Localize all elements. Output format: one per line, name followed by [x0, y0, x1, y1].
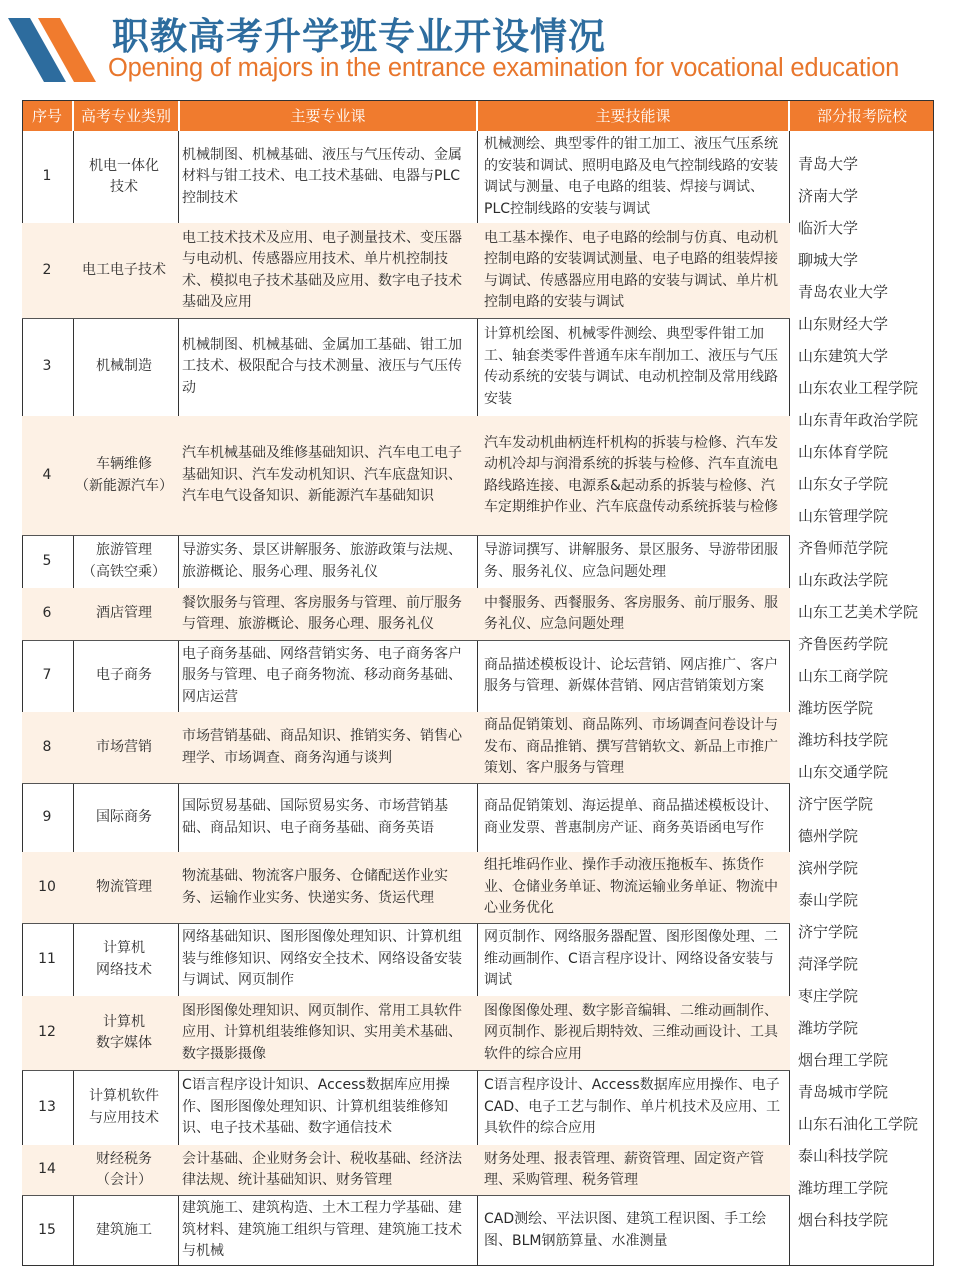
table-row: [22, 996, 790, 1070]
row-number: 3: [42, 358, 52, 375]
main-courses: 国际贸易基础、国际贸易实务、市场营销基础、商品知识、电子商务基础、商务英语: [182, 798, 448, 836]
row-number: 4: [42, 466, 52, 483]
school-item: 济南大学: [798, 187, 859, 205]
table-row: [22, 923, 790, 996]
category-line: （会计）: [96, 1172, 152, 1188]
category-line: 计算机: [103, 940, 145, 956]
main-skills: 计算机绘图、机械零件测绘、典型零件钳工加工、轴套类零件普通车床车削加工、液压与气压传动系统的安装与调试、电动机控制及常用线路安装: [484, 326, 778, 407]
main-skills: 中餐服务、西餐服务、客房服务、前厅服务、服务礼仪、应急问题处理: [484, 594, 778, 632]
header: [0, 0, 956, 90]
col-header-skills: 主要技能课: [478, 100, 788, 131]
category-line: （新能源汽车）: [75, 477, 173, 494]
major-category: [74, 712, 174, 783]
majors-table: [22, 100, 934, 1266]
main-skills: 商品描述模板设计、论坛营销、网店推广、客户服务与管理、新媒体营销、网店营销策划方案: [484, 656, 778, 694]
table-row: [22, 1145, 790, 1195]
school-item: 山东政法学院: [798, 571, 889, 589]
school-item: 菏泽学院: [798, 955, 859, 973]
school-item: 山东体育学院: [798, 443, 889, 461]
main-skills: 商品促销策划、海运提单、商品描述模板设计、商业发票、普惠制房产证、商务英语函电写作: [484, 798, 778, 836]
school-item: 青岛城市学院: [798, 1083, 889, 1101]
school-item: 山东管理学院: [798, 507, 889, 525]
category-line: 旅游管理: [96, 542, 152, 558]
main-skills: 机械测绘、典型零件的钳工加工、液压气压系统的安装和调试、照明电路及电气控制线路的安装调试与测量、电子电路的组装、焊接与调试、PLC控制线路的安装与调试: [484, 136, 778, 217]
row-number: 10: [38, 878, 56, 895]
col-header-courses: 主要专业课: [180, 100, 476, 131]
school-item: 山东青年政治学院: [798, 411, 919, 429]
row-number: 15: [38, 1221, 56, 1238]
major-category: [74, 996, 174, 1070]
school-item: 山东女子学院: [798, 475, 889, 493]
category-line: 车辆维修: [96, 456, 152, 472]
school-item: 潍坊理工学院: [798, 1179, 889, 1197]
major-category: [74, 1145, 174, 1195]
category-line: 建筑施工: [96, 1221, 152, 1238]
major-category: [74, 416, 174, 535]
main-courses: 图形图像处理知识、网页制作、常用工具软件应用、计算机组装维修知识、实用美术基础、数字摄影摄像: [182, 1002, 462, 1062]
school-item: 齐鲁师范学院: [798, 539, 889, 557]
logo-icon: [8, 10, 100, 82]
page-subtitle: Opening of majors in the entrance examination for vocational education: [108, 54, 900, 82]
major-category: [74, 1070, 174, 1145]
col-header-no: 序号: [22, 100, 72, 131]
school-item: 聊城大学: [798, 251, 859, 269]
school-item: 泰山学院: [798, 891, 859, 909]
major-category: [74, 783, 174, 852]
table-row: [22, 1195, 790, 1266]
category-line: 电工电子技术: [82, 261, 166, 278]
school-item: 山东石油化工学院: [798, 1115, 919, 1133]
school-item: 烟台科技学院: [798, 1211, 889, 1229]
school-item: 青岛农业大学: [798, 283, 889, 301]
school-item: 山东交通学院: [798, 763, 889, 781]
school-item: 山东农业工程学院: [798, 379, 919, 397]
main-courses: 导游实务、景区讲解服务、旅游政策与法规、旅游概论、服务心理、服务礼仪: [182, 542, 462, 580]
table-row: [22, 535, 790, 588]
school-item: 山东建筑大学: [798, 347, 889, 365]
main-skills: 网页制作、网络服务器配置、图形图像处理、二维动画制作、C语言程序设计、网络设备安装与调试: [484, 929, 778, 989]
main-courses: 餐饮服务与管理、客房服务与管理、前厅服务与管理、旅游概论、服务心理、服务礼仪: [182, 594, 462, 632]
row-number: 13: [38, 1098, 56, 1115]
category-line: 网络技术: [96, 961, 152, 978]
main-skills: 财务处理、报表管理、薪资管理、固定资产管理、采购管理、税务管理: [484, 1150, 764, 1188]
school-list: [798, 148, 934, 1236]
school-item: 济宁医学院: [798, 795, 874, 813]
row-number: 9: [42, 808, 52, 825]
main-courses: 电子商务基础、网络营销实务、电子商务客户服务与管理、电子商务物流、移动商务基础、网店运营: [182, 645, 462, 705]
main-courses: 汽车机械基础及维修基础知识、汽车电工电子基础知识、汽车发动机知识、汽车底盘知识、汽车电气设备知识、新能源汽车基础知识: [182, 445, 462, 505]
main-skills: 汽车发动机曲柄连杆机构的拆装与检修、汽车发动机冷却与润滑系统的拆装与检修、汽车直流电路线路连接、电源系&起动系的拆装与检修、汽车定期维护作业、汽车底盘传动系统拆装与检修: [484, 434, 778, 515]
school-item: 临沂大学: [798, 219, 859, 237]
table-row: [22, 712, 790, 783]
row-number: 14: [38, 1161, 56, 1178]
category-line: 财经税务: [96, 1150, 152, 1167]
category-line: 电子商务: [96, 667, 152, 684]
main-courses: 网络基础知识、图形图像处理知识、计算机组装与维修知识、网络安全技术、网络设备安装与调试、网页制作: [182, 929, 462, 989]
main-courses: 建筑施工、建筑构造、土木工程力学基础、建筑材料、建筑施工组织与管理、建筑施工技术与机械: [182, 1200, 462, 1260]
main-courses: 市场营销基础、商品知识、推销实务、销售心理学、市场调查、商务沟通与谈判: [182, 728, 462, 766]
school-item: 山东工商学院: [798, 667, 889, 685]
major-category: [74, 923, 174, 996]
main-skills: 组托堆码作业、操作手动液压拖板车、拣货作业、仓储业务单证、物流运输业务单证、物流中心业务优化: [484, 857, 778, 917]
main-courses: 电工技术技术及应用、电子测量技术、变压器与电动机、传感器应用技术、单片机控制技术、模拟电子技术基础及应用、数字电子技术基础及应用: [182, 229, 462, 310]
major-category: [74, 131, 174, 223]
main-skills: 导游词撰写、讲解服务、景区服务、导游带团服务、服务礼仪、应急问题处理: [484, 542, 778, 580]
major-category: [74, 852, 174, 923]
major-category: [74, 1195, 174, 1266]
category-line: 国际商务: [96, 808, 152, 825]
category-line: 与应用技术: [89, 1109, 159, 1126]
table-row: [22, 783, 790, 852]
school-item: 齐鲁医药学院: [798, 635, 889, 653]
school-item: 潍坊科技学院: [798, 731, 889, 749]
main-courses: 会计基础、企业财务会计、税收基础、经济法律法规、统计基础知识、财务管理: [182, 1150, 462, 1188]
row-number: 7: [42, 667, 52, 684]
col-header-schools: 部分报考院校: [790, 100, 934, 131]
school-item: 泰山科技学院: [798, 1147, 889, 1165]
school-item: 枣庄学院: [798, 987, 859, 1005]
category-line: 机械制造: [96, 358, 152, 375]
major-category: [74, 535, 174, 588]
main-courses: 物流基础、物流客户服务、仓储配送作业实务、运输作业实务、快递实务、货运代理: [182, 868, 448, 906]
table-row: [22, 318, 790, 416]
table-row: [22, 1070, 790, 1145]
main-courses: 机械制图、机械基础、液压与气压传动、金属材料与钳工技术、电工技术基础、电器与PLC控制技术: [182, 146, 462, 206]
school-item: 济宁学院: [798, 923, 859, 941]
row-number: 12: [38, 1024, 56, 1041]
category-line: 机电一体化: [89, 157, 159, 174]
school-item: 烟台理工学院: [798, 1051, 889, 1069]
row-number: 8: [42, 738, 52, 755]
main-skills: 电工基本操作、电子电路的绘制与仿真、电动机控制电路的安装调试测量、电子电路的组装焊接与调试、传感器应用电路的安装与调试、单片机控制电路的安装与调试: [484, 229, 778, 310]
row-number: 5: [42, 552, 52, 569]
school-item: 德州学院: [798, 827, 859, 845]
category-line: 数字媒体: [96, 1035, 152, 1051]
row-number: 1: [42, 168, 52, 185]
page-title: 职教高考升学班专业开设情况: [112, 15, 606, 58]
main-skills: 图像图像处理、数字影音编辑、二维动画制作、网页制作、影视后期特效、三维动画设计、工具软件的综合应用: [484, 1002, 778, 1062]
category-line: （高铁空乘）: [82, 563, 166, 580]
school-item: 山东工艺美术学院: [798, 603, 919, 621]
main-courses: 机械制图、机械基础、金属加工基础、钳工加工技术、极限配合与技术测量、液压与气压传动: [182, 336, 462, 396]
category-line: 酒店管理: [96, 605, 152, 622]
table-row: [22, 852, 790, 923]
main-skills: CAD测绘、平法识图、建筑工程识图、手工绘图、BLM钢筋算量、水准测量: [484, 1211, 767, 1249]
table-row: [22, 416, 790, 535]
school-item: 滨州学院: [798, 859, 859, 877]
major-category: [74, 640, 174, 712]
major-category: [74, 588, 174, 640]
col-header-category: 高考专业类别: [74, 100, 178, 131]
table-row: [22, 131, 790, 223]
category-line: 市场营销: [96, 738, 152, 755]
category-line: 计算机: [103, 1013, 145, 1030]
category-line: 计算机软件: [89, 1088, 159, 1104]
table-row: [22, 640, 790, 712]
school-item: 潍坊学院: [798, 1019, 859, 1037]
main-skills: C语言程序设计、Access数据库应用操作、电子CAD、电子工艺与制作、单片机技术及应用、工具软件的综合应用: [484, 1077, 781, 1137]
major-category: [74, 223, 174, 318]
school-item: 潍坊医学院: [798, 699, 874, 717]
table-row: [22, 223, 790, 318]
row-number: 2: [42, 261, 52, 278]
row-number: 6: [42, 605, 52, 622]
table-row: [22, 588, 790, 640]
main-courses: C语言程序设计知识、Access数据库应用操作、图形图像处理知识、计算机组装维修知识、电子技术基础、数字通信技术: [182, 1077, 450, 1137]
row-number: 11: [38, 950, 56, 967]
category-line: 物流管理: [96, 878, 152, 895]
main-skills: 商品促销策划、商品陈列、市场调查问卷设计与发布、商品推销、撰写营销软文、新品上市推广策划、客户服务与管理: [484, 717, 778, 777]
school-item: 青岛大学: [798, 155, 859, 173]
school-item: 山东财经大学: [798, 315, 889, 333]
category-line: 技术: [110, 179, 138, 195]
major-category: [74, 318, 174, 416]
